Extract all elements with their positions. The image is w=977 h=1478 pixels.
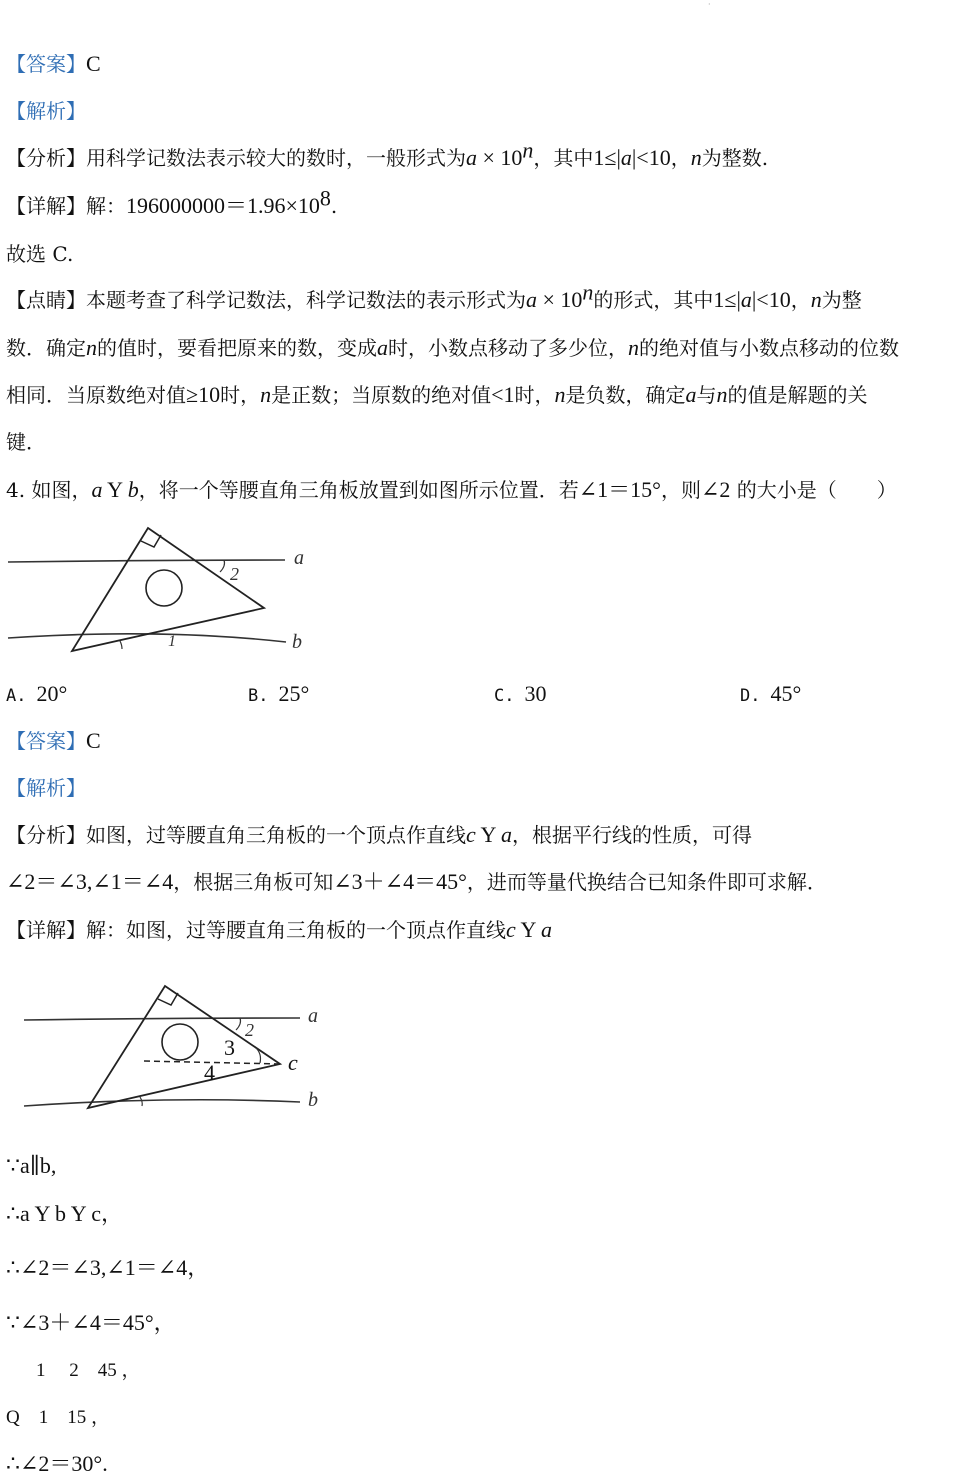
guxuan-line xyxy=(6,240,73,268)
analysis-heading xyxy=(6,97,86,125)
question-text: 的大小是（ ） xyxy=(730,478,897,502)
dianjing-text: 的值是解题的关 xyxy=(727,383,868,407)
line-a xyxy=(8,560,285,562)
math-a: a xyxy=(740,287,752,312)
label-2: 2 xyxy=(230,564,239,584)
question-4-stem xyxy=(6,476,897,504)
math-n: n xyxy=(86,335,97,360)
analysis-heading-q4 xyxy=(6,774,86,802)
math-a: a xyxy=(91,477,103,502)
dianjing-text: 是负数，确定 xyxy=(565,383,686,407)
math-c: c xyxy=(466,822,476,847)
triangle-hole xyxy=(146,570,182,606)
math-n: n xyxy=(810,287,822,312)
fenxi-tag: 【分析】 xyxy=(6,823,86,847)
option-value: 30 xyxy=(524,681,547,706)
fenxi-text: 为整数. xyxy=(701,146,769,170)
answer-tag: 【答案】 xyxy=(6,52,86,76)
math-c: c xyxy=(506,917,516,942)
math-a: a xyxy=(685,382,697,407)
math-expression: ∠3＋∠4＝45° xyxy=(333,869,467,894)
label-a: a xyxy=(294,547,304,569)
fenxi-line xyxy=(6,137,769,172)
fenxi-tag: 【分析】 xyxy=(6,146,86,170)
option-letter: C. xyxy=(494,686,515,706)
fenxi-line-q4-2 xyxy=(6,868,827,896)
fenxi-line-q4 xyxy=(6,821,752,849)
dianjing-text: 键． xyxy=(6,430,46,454)
math-exponent: n xyxy=(582,279,594,305)
math-a: a xyxy=(541,917,553,942)
math-range: |<10 xyxy=(631,145,671,170)
dianjing-line-4 xyxy=(6,428,46,456)
answer-value: C xyxy=(86,728,101,753)
label-4: 4 xyxy=(204,1060,215,1085)
dianjing-line-2 xyxy=(6,334,899,362)
xiangjie-line xyxy=(6,185,338,220)
dianjing-text: 时， xyxy=(220,383,261,407)
math-times-ten: × 10 xyxy=(537,287,583,312)
question-text: ，将一个等腰直角三角板放置到如图所示位置．若 xyxy=(138,478,579,502)
angle-arc-1 xyxy=(120,641,122,649)
dianjing-text: ， xyxy=(790,288,811,312)
question-text: 4. 如图， xyxy=(6,478,92,502)
option-c[interactable] xyxy=(494,680,546,710)
label-2: 2 xyxy=(245,1020,254,1040)
dianjing-text: 相同．当原数绝对值 xyxy=(6,383,186,407)
math-exponent: n xyxy=(522,137,534,163)
dianjing-text: 时，小数点移动了多少位， xyxy=(388,336,628,360)
math-ge10: ≥10 xyxy=(186,382,221,407)
figure-1 xyxy=(0,520,320,660)
dianjing-text: 时， xyxy=(514,383,555,407)
option-letter: A. xyxy=(6,686,27,706)
triangle-hole xyxy=(162,1024,198,1060)
math-parallel-symbol: Y xyxy=(102,477,128,502)
triangle xyxy=(88,986,280,1108)
math-n: n xyxy=(716,382,728,407)
step-6: Q 1 15 ， xyxy=(6,1407,110,1428)
xiangjie-text: . xyxy=(330,194,338,218)
option-value: 25° xyxy=(278,681,310,706)
dianjing-line-1 xyxy=(6,279,862,314)
math-n: n xyxy=(554,382,566,407)
label-c: c xyxy=(288,1050,298,1075)
xiangjie-tag: 【详解】 xyxy=(6,918,86,942)
dianjing-text: 与 xyxy=(696,383,717,407)
angle-arc-2 xyxy=(220,560,225,572)
math-a: a xyxy=(466,145,477,170)
right-angle-mark xyxy=(158,993,178,1005)
dianjing-text: 的形式，其中 xyxy=(593,288,714,312)
math-lt1: <1 xyxy=(491,382,515,407)
dianjing-tag: 【点睛】 xyxy=(6,288,86,312)
label-3: 3 xyxy=(224,1035,235,1060)
math-b: b xyxy=(127,477,139,502)
angle-arc-1 xyxy=(140,1097,142,1106)
question-text: ，则 xyxy=(660,478,701,502)
analysis-tag: 【解析】 xyxy=(6,99,86,123)
dianjing-text: 本题考查了科学记数法，科学记数法的表示形式为 xyxy=(86,288,526,312)
answer-line-q4 xyxy=(6,727,101,755)
conclusion-text: 故选 C. xyxy=(6,242,74,266)
answer-line xyxy=(6,50,101,78)
math-range: 1≤| xyxy=(593,145,621,170)
option-letter: D. xyxy=(740,686,761,706)
analysis-tag: 【解析】 xyxy=(6,776,86,800)
dianjing-text: 的值时，要看把原来的数，变成 xyxy=(97,336,377,360)
math-n: n xyxy=(260,382,272,407)
math-range: |<10 xyxy=(751,287,791,312)
answer-tag: 【答案】 xyxy=(6,729,86,753)
step-4: ∵∠3＋∠4＝45°， xyxy=(6,1310,176,1335)
line-a xyxy=(24,1018,300,1020)
math-angle-2: ∠2 xyxy=(700,477,731,502)
xiangjie-text: 解： xyxy=(86,194,126,218)
option-b[interactable] xyxy=(248,680,309,710)
math-range: 1≤| xyxy=(713,287,741,312)
option-d[interactable] xyxy=(740,680,801,710)
dianjing-text: 的绝对值与小数点移动的位数 xyxy=(639,336,899,360)
step-1: ∵a∥b, xyxy=(6,1153,57,1178)
fenxi-text: 如图，过等腰直角三角板的一个顶点作直线 xyxy=(86,823,466,847)
step-3: ∴∠2＝∠3,∠1＝∠4， xyxy=(6,1255,210,1280)
option-value: 45° xyxy=(770,681,802,706)
math-n: n xyxy=(690,145,702,170)
option-value: 20° xyxy=(36,681,68,706)
math-a: a xyxy=(620,145,632,170)
option-a[interactable] xyxy=(6,680,67,710)
step-5: 1 2 45 ， xyxy=(36,1360,141,1381)
math-a: a xyxy=(501,822,513,847)
fenxi-text: ，根据平行线的性质，可得 xyxy=(512,823,753,847)
fenxi-text: ，根据三角板可知 xyxy=(173,870,334,894)
xiangjie-text: 解：如图，过等腰直角三角板的一个顶点作直线 xyxy=(86,918,506,942)
dianjing-text: 为整 xyxy=(821,288,862,312)
math-expression: ∠2＝∠3,∠1＝∠4 xyxy=(6,869,174,894)
xiangjie-tag: 【详解】 xyxy=(6,194,86,218)
figure-2 xyxy=(10,978,340,1118)
line-b xyxy=(24,1100,300,1106)
fenxi-text: ，进而等量代换结合已知条件即可求解． xyxy=(466,870,827,894)
math-a: a xyxy=(377,335,388,360)
label-a: a xyxy=(308,1005,318,1027)
page-mark: · xyxy=(708,0,711,9)
answer-value: C xyxy=(86,51,101,76)
dianjing-text: 数．确定 xyxy=(6,336,86,360)
option-letter: B. xyxy=(248,686,269,706)
math-exponent: 8 xyxy=(319,185,331,211)
step-7: ∴∠2＝30°. xyxy=(6,1451,108,1476)
fenxi-text: 用科学记数法表示较大的数时，一般形式为 xyxy=(86,146,466,170)
dianjing-text: 是正数；当原数的绝对值 xyxy=(271,383,492,407)
step-2: ∴a Y b Y c， xyxy=(6,1201,124,1226)
fenxi-text: ， xyxy=(670,146,691,170)
math-times-ten: × 10 xyxy=(477,145,523,170)
label-1: 1 xyxy=(168,633,176,650)
xiangjie-line-q4 xyxy=(6,916,552,944)
math-expression: 196000000＝1.96×10 xyxy=(126,193,320,218)
math-a: a xyxy=(526,287,537,312)
dianjing-line-3 xyxy=(6,381,868,409)
label-b: b xyxy=(292,631,302,653)
math-n: n xyxy=(628,335,639,360)
math-parallel-symbol: Y xyxy=(515,917,542,942)
math-parallel-symbol: Y xyxy=(475,822,502,847)
fenxi-text: ，其中 xyxy=(533,146,594,170)
label-b: b xyxy=(308,1089,318,1111)
math-angle-1: ∠1＝15° xyxy=(578,477,661,502)
angle-arc-2 xyxy=(236,1018,241,1030)
right-angle-mark xyxy=(141,535,161,547)
